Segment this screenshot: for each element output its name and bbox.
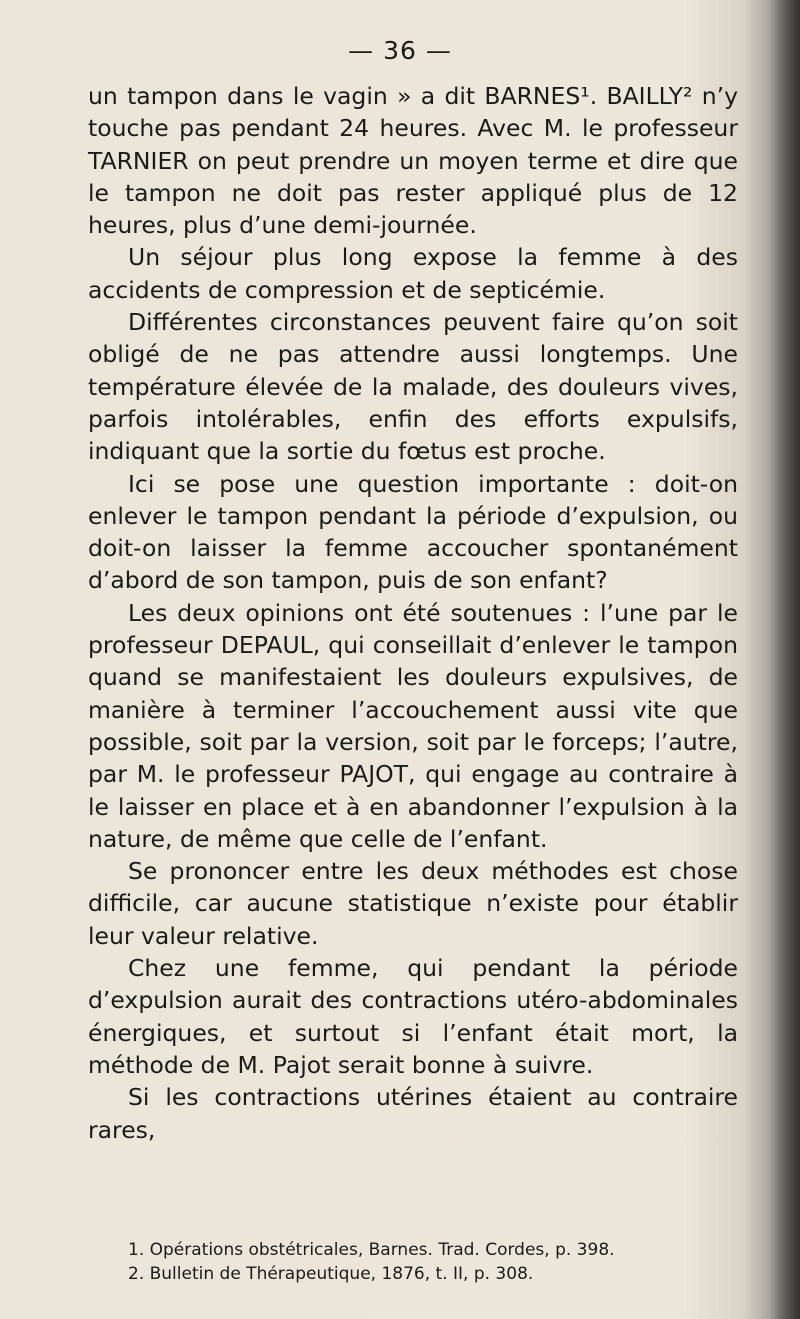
paragraph-text: Si les contractions utérines étaient au contraire rares,	[88, 1083, 738, 1144]
paragraph-text: Chez une femme, qui pendant la période d’expulsion aurait des contractions utéro-abdominales énergiques, et surtout si l’enfant était mort, la méthode de M. Pajot serait bonne à suivre.	[88, 954, 738, 1079]
paragraph-text: Les deux opinions ont été soutenues : l’une par le professeur DEPAUL, qui conseillait d’enlever le tampon quand se manifestaient les douleurs expulsives, de manière à terminer l’accouchement aussi vite que possible, soit par la version, soit par le forceps; l’autre, par M. le professeur PAJOT, qui engage au contraire à le laisser en place et à en abandonner l’expulsion à la nature, de même que celle de l’enfant.	[88, 598, 738, 853]
book-spine-shadow	[770, 0, 800, 1319]
paragraph-2	[88, 241, 738, 306]
paragraph-5	[88, 597, 738, 855]
footnote-1: 1. Opérations obstétricales, Barnes. Trad. Cordes, p. 398.	[128, 1240, 615, 1260]
body-text	[88, 80, 738, 1146]
paragraph-8	[88, 1081, 738, 1146]
paragraph-6	[88, 855, 738, 952]
paragraph-1	[88, 80, 738, 241]
paragraph-text: un tampon dans le vagin » a dit BARNES¹. BAILLY² n’y touche pas pendant 24 heures. Avec M. le professeur TARNIER on peut prendre un moyen terme et dire que le tampon ne doit pas rester appliqué plus de 12 heures, plus d’une demi-journée.	[88, 82, 738, 240]
paragraph-3	[88, 306, 738, 467]
footnote-2: 2. Bulletin de Thérapeutique, 1876, t. II, p. 308.	[128, 1264, 534, 1284]
paragraph-7	[88, 952, 738, 1081]
paragraph-text: Ici se pose une question importante : doit-on enlever le tampon pendant la période d’expulsion, ou doit-on laisser la femme accoucher spontanément d’abord de son tampon, puis de son enfant?	[88, 469, 738, 595]
page-number: — 36 —	[348, 36, 452, 65]
paragraph-text: Un séjour plus long expose la femme à des accidents de compression et de septicémie.	[88, 243, 738, 304]
footnotes	[88, 1238, 738, 1286]
paragraph-text: Se prononcer entre les deux méthodes est chose difficile, car aucune statistique n’existe pour établir leur valeur relative.	[88, 857, 738, 950]
paragraph-4	[88, 468, 738, 597]
paragraph-text: Différentes circonstances peuvent faire qu’on soit obligé de ne pas attendre aussi longtemps. Une température élevée de la malade, des douleurs vives, parfois intolérables, enfin des efforts expulsifs, indiquant que la sortie du fœtus est proche.	[88, 308, 738, 466]
